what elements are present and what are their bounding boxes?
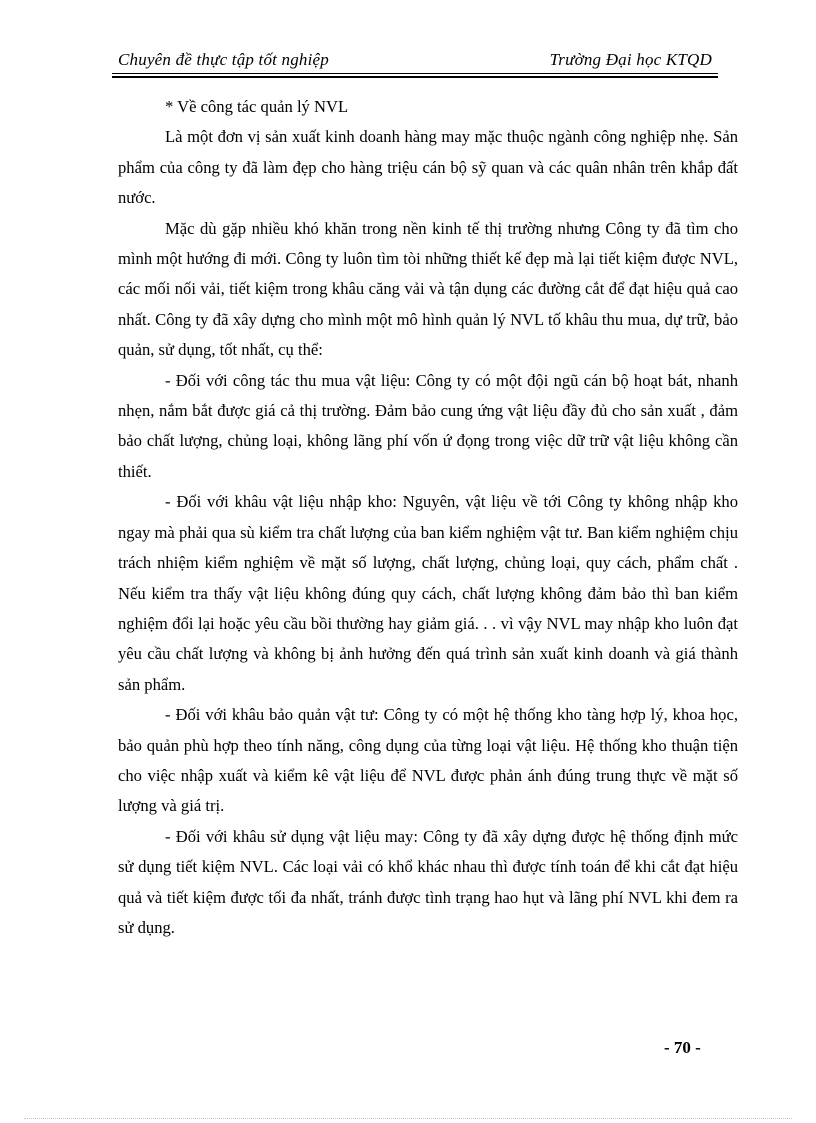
paragraph-storage: - Đối với khâu bảo quản vật tư: Công ty có một hệ thống kho tàng hợp lý, khoa học, bảo quản phù hợp theo tính năng, công dụng của từng loại vật liệu. Hệ thống kho thuận tiện cho việc nhập xuất và kiểm kê vật liệu để NVL được phản ánh đúng trung thực về mặt số lượng và giá trị. — [118, 705, 738, 816]
paragraph-warehouse-receiving: - Đối với khâu vật liệu nhập kho: Nguyên, vật liệu về tới Công ty không nhập kho ngay mà phải qua sù kiểm tra chất lượng của ban kiểm nghiệm vật tư. Ban kiểm nghiệm chịu trách nhiệm kiểm nghiệm về mặt số lượng, chất lượng, chủng loại, quy cách, phẩm chất . Nếu kiểm tra thấy vật liệu không đúng quy cách, chất lượng không đảm bảo thì ban kiểm nghiệm đổi lại hoặc yêu cầu bồi thường hay giảm giá. . . vì vậy NVL may nhập kho luôn đạt yêu cầu chất lượng và không bị ảnh hưởng đến quá trình sản xuất kinh doanh và giá thành sản phẩm. — [118, 492, 738, 694]
paragraph-purchasing: - Đối với công tác thu mua vật liệu: Công ty có một đội ngũ cán bộ hoạt bát, nhanh nhẹn, nắm bắt được giá cả thị trường. Đảm bảo cung ứng vật liệu đầy đủ cho sản xuất , đảm bảo chất lượng, chủng loại, không lãng phí vốn ứ đọng trong việc dữ trữ vật liệu không cần thiết. — [118, 370, 738, 481]
footer-dotted-rule — [24, 1118, 792, 1119]
section-heading-nvl-management: * Về công tác quản lý NVL — [165, 97, 349, 116]
paragraph-company-intro: Là một đơn vị sản xuất kinh doanh hàng may mặc thuộc ngành công nghiệp nhẹ. Sản phẩm của công ty đã làm đẹp cho hàng triệu cán bộ sỹ quan và các quân nhân trên khắp đất nước. — [118, 127, 738, 208]
page-header — [112, 48, 718, 76]
header-document-title: Chuyên đề thực tập tốt nghiệp — [118, 50, 330, 69]
page-number: - 70 - — [664, 1038, 701, 1057]
paragraph-company-direction: Mặc dù gặp nhiều khó khăn trong nền kinh tế thị trường nhưng Công ty đã tìm cho mình một hướng đi mới. Công ty luôn tìm tòi những thiết kế đẹp mà lại tiết kiệm được NVL, các mối nối vải, tiết kiệm trong khâu căng vải và tận dụng các đường cắt để đạt hiệu quả cao nhất. Công ty đã xây dựng cho mình một mô hình quản lý NVL tố khâu thu mua, dự trữ, bảo quản, sử dụng, tốt nhất, cụ thể: — [118, 218, 738, 360]
header-university-name: Trường Đại học KTQD — [549, 50, 712, 69]
header-rule-thick — [112, 76, 718, 78]
header-rule-thin — [112, 73, 718, 74]
document-body — [118, 92, 738, 943]
paragraph-material-usage: - Đối với khâu sử dụng vật liệu may: Công ty đã xây dựng được hệ thống định mức sử dụng tiết kiệm NVL. Các loại vải có khổ khác nhau thì được tính toán để khi cắt đạt hiệu quả và tiết kiệm được tối đa nhất, tránh được tình trạng hao hụt và lãng phí NVL khi đem ra sử dụng. — [118, 826, 738, 937]
